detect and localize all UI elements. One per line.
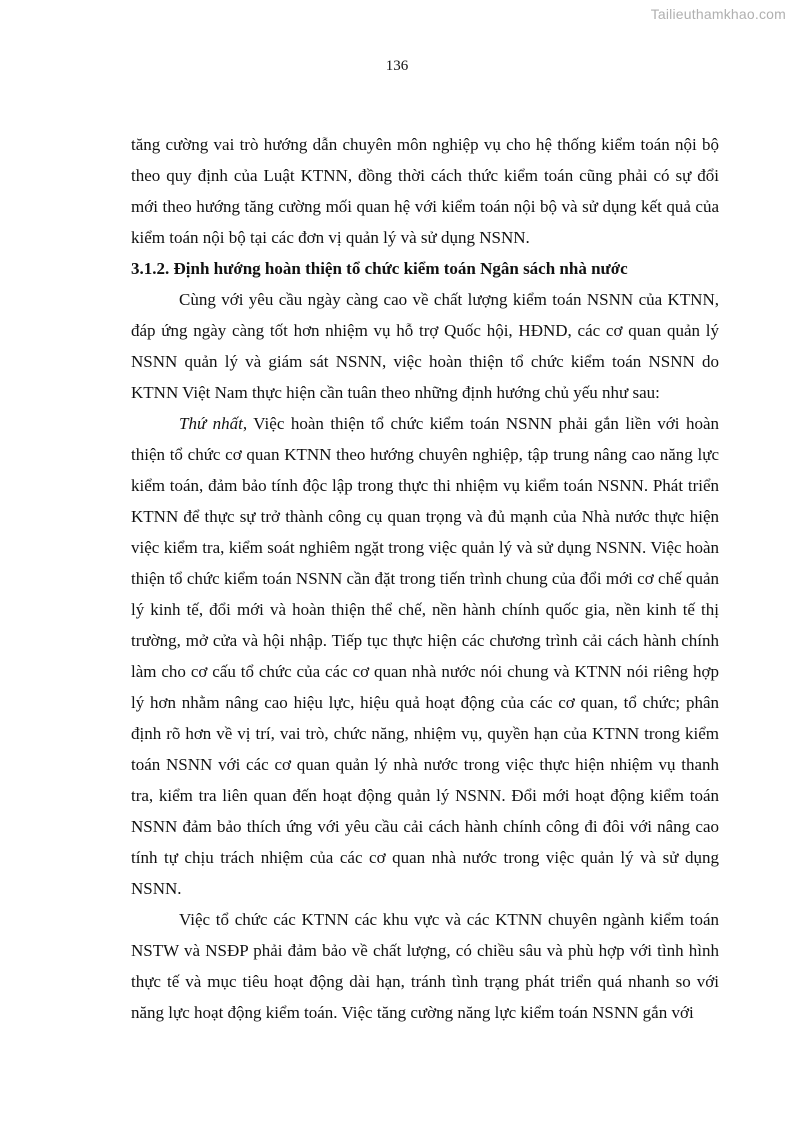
paragraph-first-orientation-text: , Việc hoàn thiện tổ chức kiểm toán NSNN phải gắn liền với hoàn thiện tổ chức cơ quan KTNN theo hướng chuyên nghiệp, tập trung nâng cao năng lực kiểm toán, đảm bảo tính độc lập trong thực thi nhiệm vụ kiểm toán NSNN. Phát triển KTNN để thực sự trở thành công cụ quan trọng và đủ mạnh của Nhà nước thực hiện việc kiểm tra, kiểm soát nghiêm ngặt trong việc quản lý và sử dụng NSNN. Việc hoàn thiện tổ chức kiểm toán NSNN cần đặt trong tiến trình chung của đổi mới cơ chế quản lý kinh tế, đổi mới và hoàn thiện thể chế, nền hành chính quốc gia, nền kinh tế thị trường, mở cửa và hội nhập. Tiếp tục thực hiện các chương trình cải cách hành chính làm cho cơ cấu tổ chức của các cơ quan nhà nước nói chung và KTNN nói riêng hợp lý hơn nhằm nâng cao hiệu lực, hiệu quả hoạt động của các cơ quan, tổ chức; phân định rõ hơn về vị trí, vai trò, chức năng, nhiệm vụ, quyền hạn của KTNN trong kiểm toán NSNN với các cơ quan quản lý nhà nước trong việc thực hiện nhiệm vụ thanh tra, kiểm tra liên quan đến hoạt động quản lý NSNN. Đổi mới hoạt động kiểm toán NSNN đảm bảo thích ứng với yêu cầu cải cách hành chính công đi đôi với nâng cao tính tự chịu trách nhiệm của các cơ quan nhà nước trong việc quản lý và sử dụng NSNN. <box>131 414 719 898</box>
watermark: Tailieuthamkhao.com <box>650 6 786 22</box>
page-number: 136 <box>385 58 409 74</box>
page-body <box>131 129 719 1028</box>
paragraph-continuation: tăng cường vai trò hướng dẫn chuyên môn nghiệp vụ cho hệ thống kiểm toán nội bộ theo quy định của Luật KTNN, đồng thời cách thức kiểm toán cũng phải có sự đổi mới theo hướng tăng cường mối quan hệ với kiểm toán nội bộ và sử dụng kết quả của kiểm toán nội bộ tại các đơn vị quản lý và sử dụng NSNN. <box>131 135 719 247</box>
paragraph-first-orientation <box>131 408 719 904</box>
section-heading: 3.1.2. Định hướng hoàn thiện tổ chức kiểm toán Ngân sách nhà nước <box>131 259 628 278</box>
paragraph-regional-audit: Việc tổ chức các KTNN các khu vực và các KTNN chuyên ngành kiểm toán NSTW và NSĐP phải đảm bảo về chất lượng, có chiều sâu và phù hợp với tình hình thực tế và mục tiêu hoạt động dài hạn, tránh tình trạng phát triển quá nhanh so với năng lực hoạt động kiểm toán. Việc tăng cường năng lực kiểm toán NSNN gắn với <box>131 910 719 1022</box>
paragraph-lead-italic: Thứ nhất <box>179 414 243 433</box>
paragraph-intro: Cùng với yêu cầu ngày càng cao về chất lượng kiểm toán NSNN của KTNN, đáp ứng ngày càng tốt hơn nhiệm vụ hỗ trợ Quốc hội, HĐND, các cơ quan quản lý NSNN quản lý và giám sát NSNN, việc hoàn thiện tổ chức kiểm toán NSNN do KTNN Việt Nam thực hiện cần tuân theo những định hướng chủ yếu như sau: <box>131 290 719 402</box>
